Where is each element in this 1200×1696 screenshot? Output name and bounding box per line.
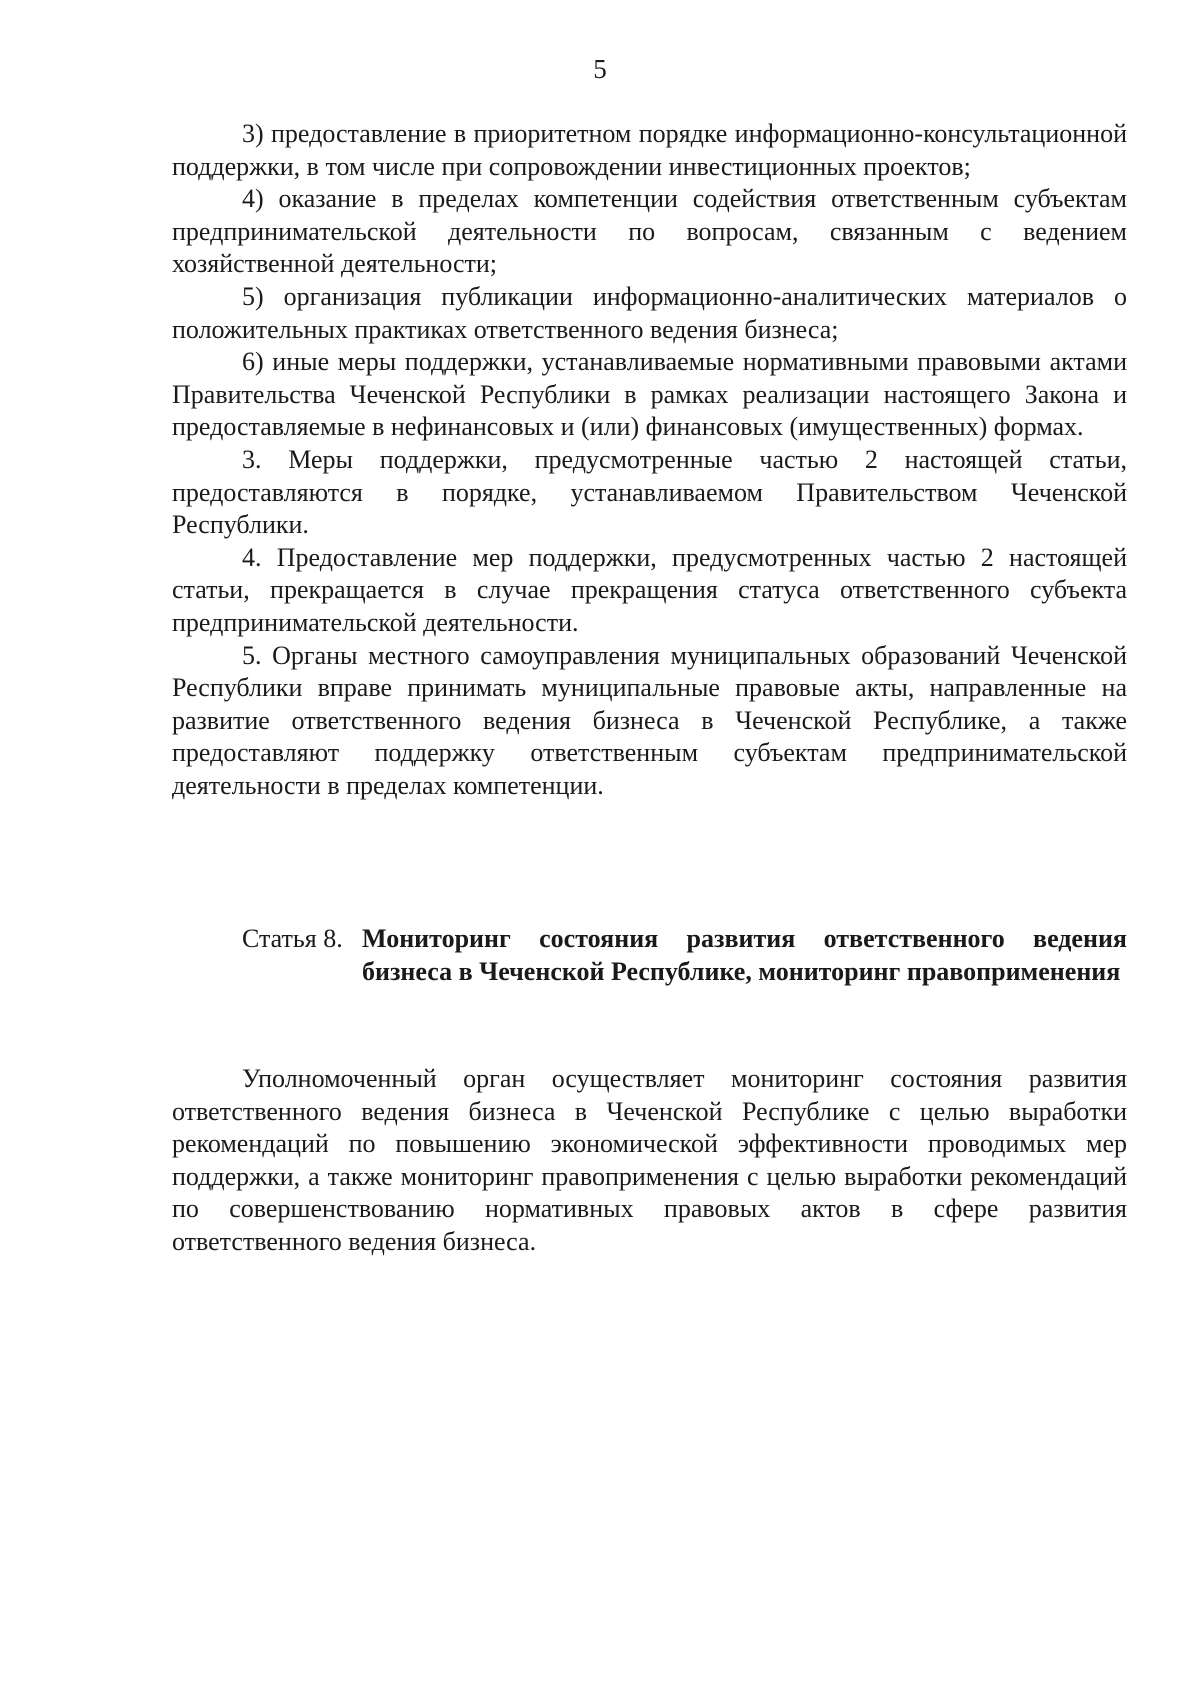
paragraph-item-3: 3) предоставление в приоритетном порядке информационно-консультационной поддержки, в том числе при сопровождении инвестиционных проектов;: [172, 119, 1127, 181]
article-heading: [172, 923, 1127, 988]
article-body: [172, 1063, 1127, 1259]
paragraph-part-3: 3. Меры поддержки, предусмотренные частью 2 настоящей статьи, предоставляются в порядке, устанавливаемом Правительством Чеченской Республики.: [172, 444, 1127, 540]
article-number: Статья 8.: [242, 924, 343, 953]
paragraph-item-5: 5) организация публикации информационно-аналитических материалов о положительных практиках ответственного ведения бизнеса;: [172, 281, 1127, 344]
paragraph-part-4: 4. Предоставление мер поддержки, предусмотренных частью 2 настоящей статьи, прекращается в случае прекращения статуса ответственного субъекта предпринимательской деятельности.: [172, 542, 1127, 637]
article-paragraph: Уполномоченный орган осуществляет мониторинг состояния развития ответственного ведения бизнеса в Чеченской Республике с целью выработки рекомендаций по повышению экономической эффективности проводимых мер поддержки, а также мониторинг правоприменения с целью выработки рекомендаций по совершенствованию нормативных правовых актов в сфере развития ответственного ведения бизнеса.: [172, 1064, 1127, 1256]
paragraph-item-6: 6) иные меры поддержки, устанавливаемые нормативными правовыми актами Правительства Чеченской Республики в рамках реализации настоящего Закона и предоставляемые в нефинансовых и (или) финансовых (имущественных) формах.: [172, 347, 1127, 442]
article-title: Мониторинг состояния развития ответственного ведения бизнеса в Чеченской Республике, мониторинг правоприменения: [362, 924, 1127, 986]
document-body: [172, 118, 1127, 802]
paragraph-item-4: 4) оказание в пределах компетенции содействия ответственным субъектам предпринимательской деятельности по вопросам, связанным с ведением хозяйственной деятельности;: [172, 184, 1127, 279]
page-number: 5: [593, 54, 607, 84]
paragraph-part-5: 5. Органы местного самоуправления муниципальных образований Чеченской Республики вправе принимать муниципальные правовые акты, направленные на развитие ответственного ведения бизнеса в Чеченской Республике, а также предоставляют поддержку ответственным субъектам предпринимательской деятельности в пределах компетенции.: [172, 640, 1127, 800]
